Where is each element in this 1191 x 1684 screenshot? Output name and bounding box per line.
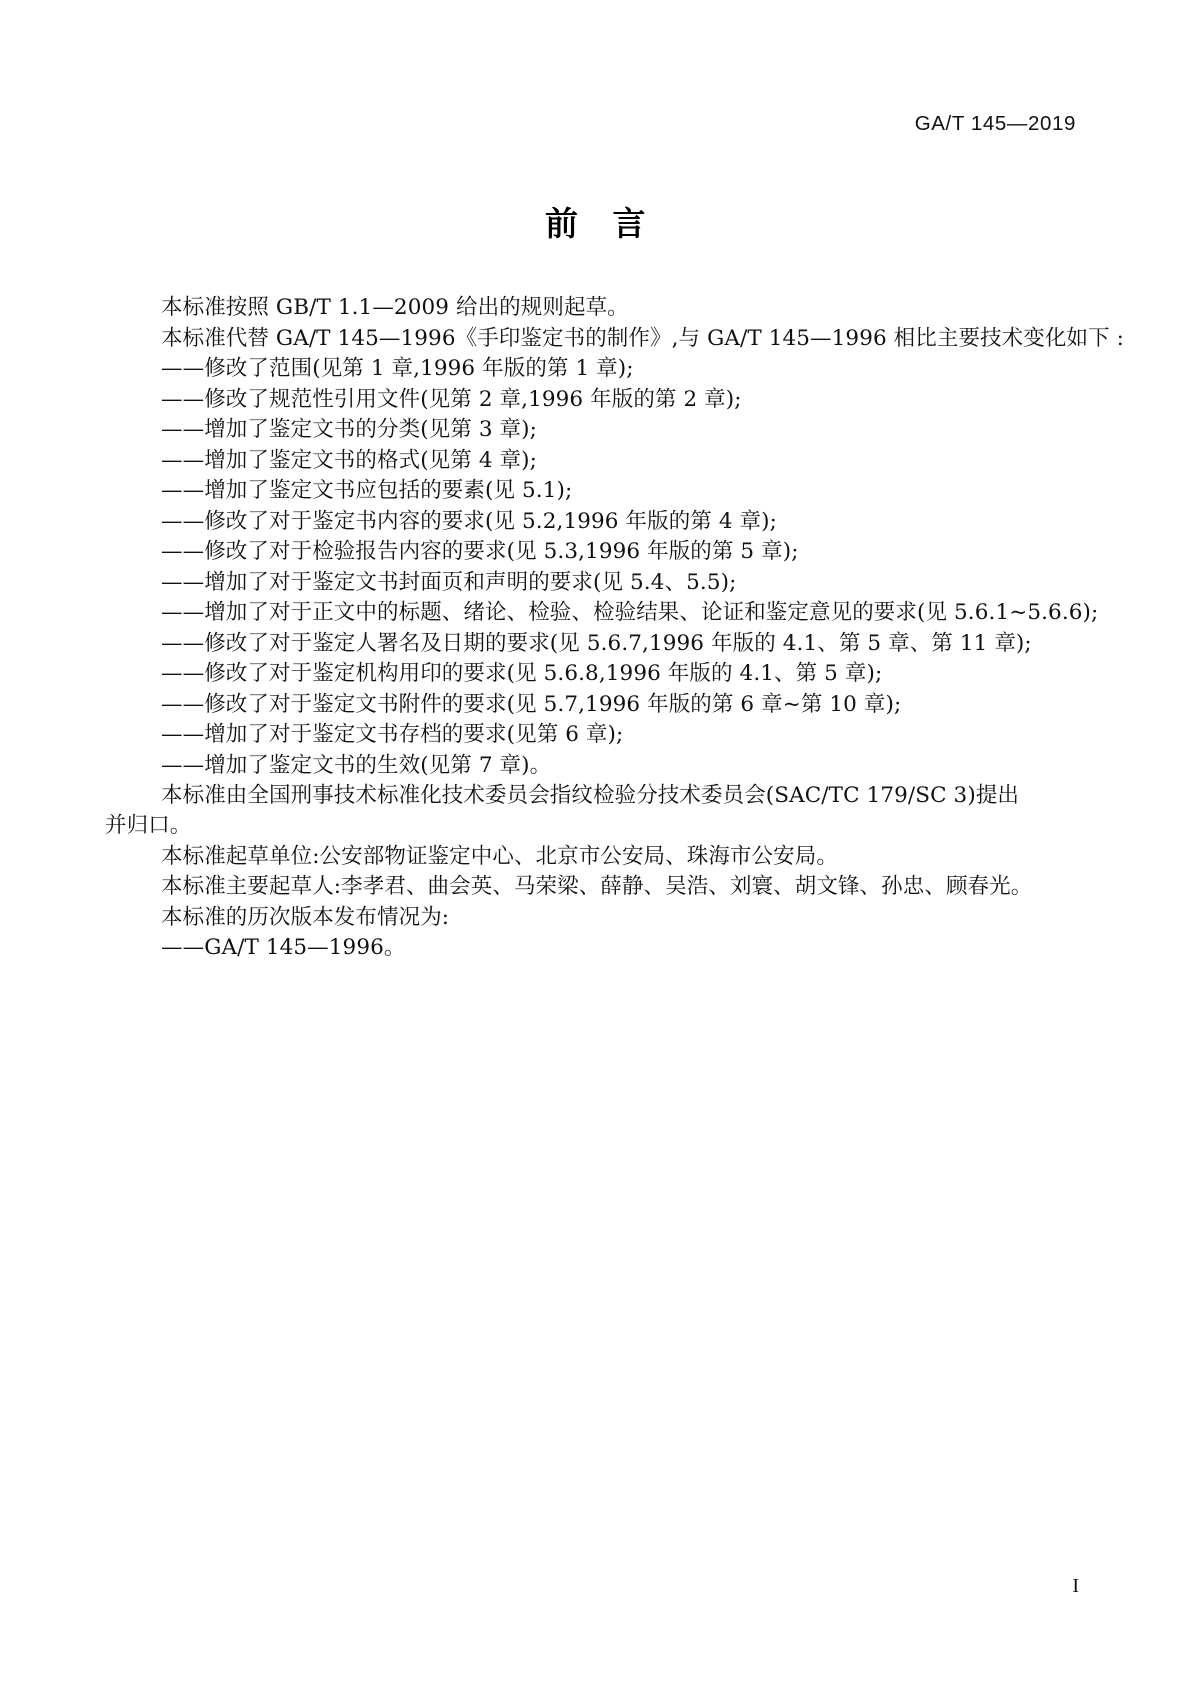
foreword-list-item: ——增加了鉴定文书的生效(见第 7 章)。: [161, 752, 552, 778]
page-title-char-1: 前: [545, 204, 579, 243]
foreword-list-item: ——修改了对于鉴定人署名及日期的要求(见 5.6.7,1996 年版的 4.1、第 5 章、第 11 章);: [161, 630, 1032, 656]
page-title-char-2: 言: [612, 204, 646, 243]
foreword-history-intro: 本标准的历次版本发布情况为:: [161, 904, 450, 930]
foreword-list-item: ——增加了鉴定文书应包括的要素(见 5.1);: [161, 478, 573, 503]
foreword-list-item: ——增加了对于正文中的标题、绪论、检验、检验结果、论证和鉴定意见的要求(见 5.6.1~5.6.6);: [161, 600, 1099, 625]
foreword-list-item: ——增加了对于鉴定文书存档的要求(见第 6 章);: [161, 722, 624, 747]
foreword-list-item: ——修改了对于鉴定文书附件的要求(见 5.7,1996 年版的第 6 章~第 10 章);: [161, 691, 902, 717]
foreword-history-item: ——GA/T 145—1996。: [161, 935, 406, 960]
page-number: I: [1072, 1575, 1079, 1597]
foreword-list-item: ——修改了规范性引用文件(见第 2 章,1996 年版的第 2 章);: [161, 386, 742, 412]
foreword-list-item: ——增加了鉴定文书的格式(见第 4 章);: [161, 447, 537, 473]
foreword-body: [105, 293, 1124, 964]
foreword-list-item: ——修改了对于鉴定机构用印的要求(见 5.6.8,1996 年版的 4.1、第 5 章);: [161, 661, 883, 686]
foreword-main-drafters: 本标准主要起草人:李孝君、曲会英、马荣梁、薛静、吴浩、刘寰、胡文锋、孙忠、顾春光。: [161, 874, 1033, 899]
foreword-list-item: ——修改了对于检验报告内容的要求(见 5.3,1996 年版的第 5 章);: [161, 539, 799, 564]
foreword-line: 本标准代替 GA/T 145—1996《手印鉴定书的制作》,与 GA/T 145—1996 相比主要技术变化如下 :: [161, 325, 1124, 351]
page-title: [0, 198, 1191, 245]
foreword-drafting-units: 本标准起草单位:公安部物证鉴定中心、北京市公安局、珠海市公安局。: [161, 843, 838, 869]
page-header-standard-code: GA/T 145—2019: [914, 112, 1076, 135]
foreword-proposing-body: 本标准由全国刑事技术标准化技术委员会指纹检验分技术委员会(SAC/TC 179/SC 3)提出并归口。: [105, 783, 1020, 838]
foreword-list-item: ——修改了范围(见第 1 章,1996 年版的第 1 章);: [161, 356, 634, 381]
foreword-list-item: ——修改了对于鉴定书内容的要求(见 5.2,1996 年版的第 4 章);: [161, 508, 777, 534]
foreword-list-item: ——增加了对于鉴定文书封面页和声明的要求(见 5.4、5.5);: [161, 569, 737, 595]
foreword-list-item: ——增加了鉴定文书的分类(见第 3 章);: [161, 417, 537, 442]
foreword-line: 本标准按照 GB/T 1.1—2009 给出的规则起草。: [161, 295, 629, 320]
